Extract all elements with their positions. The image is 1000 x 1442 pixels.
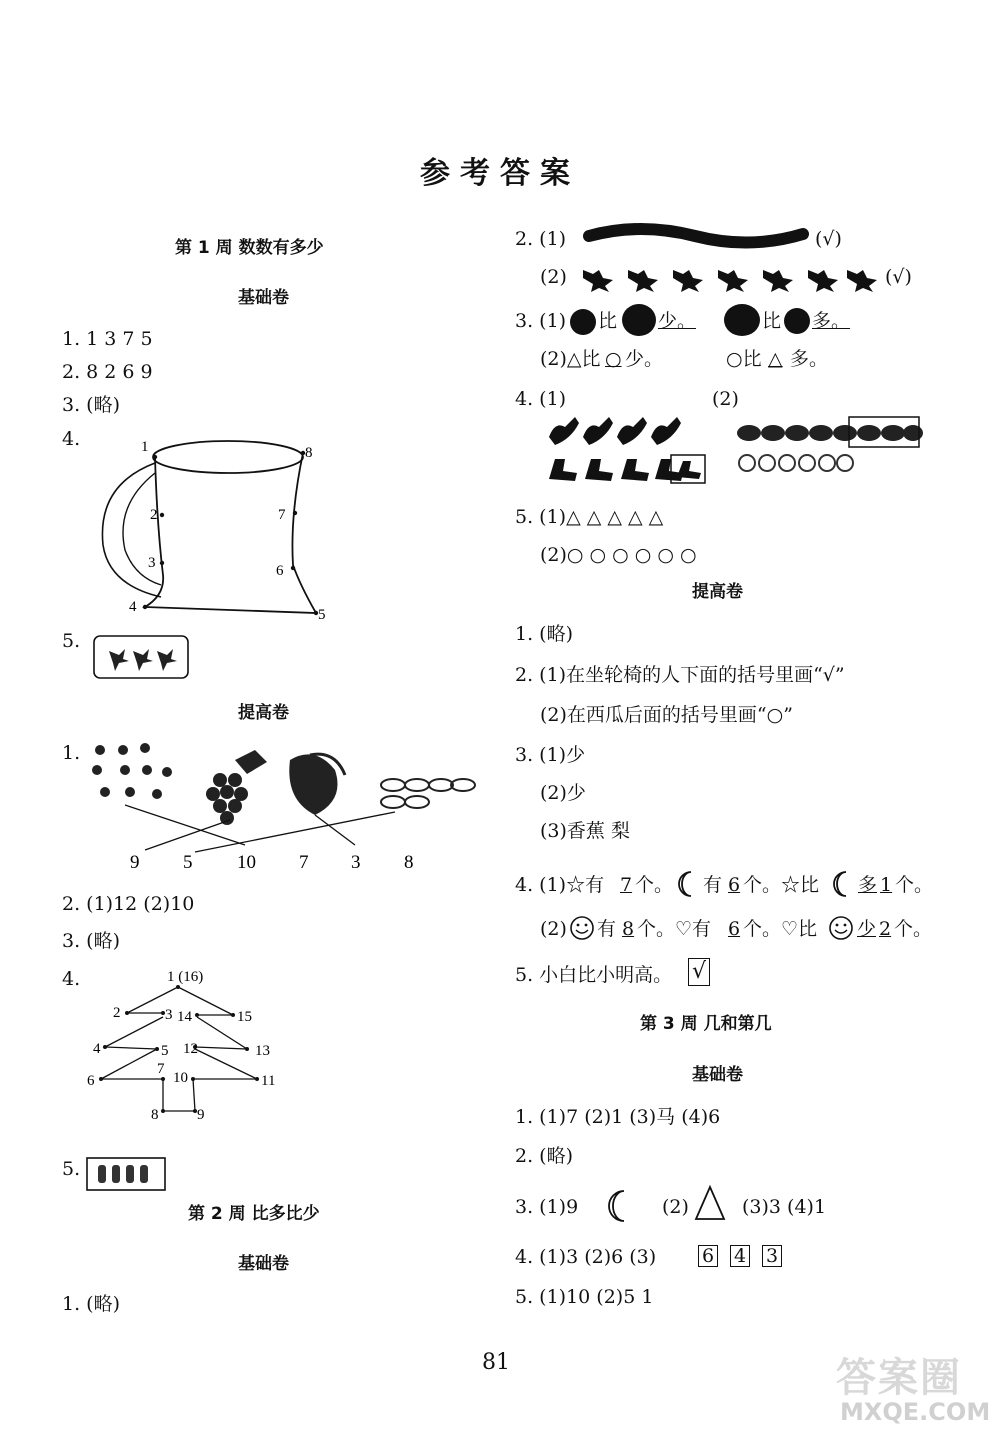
cup-point-4: 4 — [129, 599, 137, 615]
left-a3: 3. (略) — [62, 930, 120, 952]
tree-point-10: 10 — [173, 1070, 188, 1086]
r-w3-c: (3)3 (4)1 — [742, 1196, 827, 1218]
r-q2-1-label: 2. (1) — [515, 228, 567, 250]
r-r4-1-c: 个。 — [635, 874, 674, 896]
r-q3-2-e: △ — [768, 348, 783, 370]
smiley-icon — [828, 915, 854, 941]
shoes-socks-figure — [545, 415, 710, 485]
birds-box — [93, 635, 189, 679]
r-q5-2: (2)○ ○ ○ ○ ○ ○ — [540, 544, 697, 566]
tree-point-15: 15 — [237, 1009, 252, 1025]
tree-point-7: 7 — [157, 1061, 165, 1077]
r-r4-1-g: 多 — [858, 874, 878, 896]
r-r4-1-a: 4. (1)☆有 — [515, 874, 605, 896]
r-q3-1-more: 多。 — [812, 310, 851, 332]
cup-point-3: 3 — [148, 555, 156, 571]
r-r4-2-f: 个。♡比 — [743, 918, 818, 940]
r-q3-2-f: 多。 — [790, 348, 829, 370]
week1-heading: 第 1 周 数数有多少 — [175, 238, 324, 258]
r-r4-1-h: 1 — [880, 874, 893, 896]
fruit-small-1 — [568, 306, 598, 336]
r-r3-3: (3)香蕉 梨 — [540, 820, 630, 842]
r-r2-1: 2. (1)在坐轮椅的人下面的括号里画“√” — [515, 664, 845, 686]
watermark-logo: 答案圈 — [836, 1355, 962, 1401]
r-q2-1-mark: (√) — [815, 228, 842, 250]
r-w3-a: 3. (1)9 — [515, 1196, 579, 1218]
left-q3: 3. (略) — [62, 394, 120, 416]
basic-heading: 基础卷 — [238, 288, 289, 308]
r-w4-a: 4. (1)3 (2)6 (3) — [515, 1246, 657, 1268]
r-r4-1-e: 6 — [728, 874, 741, 896]
r-w1: 1. (1)7 (2)1 (3)马 (4)6 — [515, 1106, 721, 1128]
r-q3-1-less: 少。 — [658, 310, 697, 332]
r-q3-1-bi: 比 — [598, 310, 618, 332]
left-a2: 2. (1)12 (2)10 — [62, 893, 195, 915]
cup-point-7: 7 — [278, 507, 286, 523]
cup-figure — [95, 435, 335, 625]
r-q2-2-mark: (√) — [885, 266, 912, 288]
cup-point-1: 1 — [141, 439, 149, 455]
r-r5: 5. 小白比小明高。 — [515, 964, 673, 986]
left-a5: 5. — [62, 1158, 81, 1180]
r-r3-1: 3. (1)少 — [515, 744, 586, 766]
r-r4-2-i: 个。 — [894, 918, 933, 940]
fruit-small-2 — [782, 306, 812, 336]
basic2-heading: 基础卷 — [238, 1254, 289, 1274]
tree-point-6: 6 — [87, 1073, 95, 1089]
r-r4-1-b: 7 — [620, 874, 633, 896]
r-r4-2-e: 6 — [728, 918, 741, 940]
r-q3-1-bi2: 比 — [762, 310, 782, 332]
r-q2-2-label: (2) — [540, 266, 567, 288]
tree-point-8: 8 — [151, 1107, 159, 1123]
fruit-big-2 — [722, 302, 762, 338]
matching-figure — [85, 740, 475, 875]
r-r4-2-b: 有 — [597, 918, 617, 940]
tree-point-12: 12 — [183, 1041, 198, 1057]
r-q5-1: 5. (1)△ △ △ △ △ — [515, 506, 664, 528]
match-num-3: 3 — [351, 852, 361, 873]
moon-icon — [602, 1188, 632, 1224]
page-title: 参考答案 — [420, 156, 580, 191]
frogs-row — [575, 262, 880, 294]
advanced-heading: 提高卷 — [238, 703, 289, 723]
bones-box — [86, 1157, 166, 1191]
tree-point-9: 9 — [197, 1107, 205, 1123]
leaves-figure — [735, 415, 925, 477]
cup-point-5: 5 — [318, 607, 326, 623]
watermark-text: MXQE.COM — [840, 1398, 991, 1426]
tree-point-2: 2 — [113, 1005, 121, 1021]
tree-point-3: 3 — [165, 1007, 173, 1023]
match-num-5: 5 — [183, 852, 193, 873]
r-w4-box-4: 4 — [730, 1245, 750, 1267]
tree-point-13: 13 — [255, 1043, 270, 1059]
cup-point-8: 8 — [305, 445, 313, 461]
left-q5: 5. — [62, 630, 81, 652]
left-b1: 1. (略) — [62, 1293, 120, 1315]
r-w3-b: (2) — [662, 1196, 689, 1218]
r-r4-2-a: (2) — [540, 918, 567, 940]
wavy-line — [585, 222, 807, 252]
tree-point-1: 1 (16) — [167, 969, 204, 985]
r-r4-1-f: 个。☆比 — [743, 874, 820, 896]
match-num-8: 8 — [404, 852, 414, 873]
r-r1: 1. (略) — [515, 623, 573, 645]
r-w4-box-6: 6 — [698, 1245, 718, 1267]
r-q3-2-d: ○比 — [726, 348, 762, 370]
r-r4-2-d: 个。♡有 — [637, 918, 712, 940]
r-r4-2-h: 2 — [879, 918, 892, 940]
r-r4-2-g: 少 — [857, 918, 877, 940]
r-r2-2: (2)在西瓜后面的括号里画“○” — [540, 704, 793, 726]
r-w2: 2. (略) — [515, 1145, 573, 1167]
r-w5: 5. (1)10 (2)5 1 — [515, 1286, 654, 1308]
tree-point-11: 11 — [261, 1073, 276, 1089]
tree-point-14: 14 — [177, 1009, 192, 1025]
page-number: 81 — [482, 1350, 510, 1375]
match-num-10: 10 — [237, 852, 256, 873]
match-num-7: 7 — [299, 852, 309, 873]
cup-point-2: 2 — [150, 507, 158, 523]
r-advanced-heading: 提高卷 — [692, 582, 743, 602]
left-a4: 4. — [62, 968, 81, 990]
r-q3-2-c: 少。 — [625, 348, 664, 370]
r-r5-checkbox: √ — [688, 958, 710, 986]
match-num-9: 9 — [130, 852, 140, 873]
r-r4-2-c: 8 — [622, 918, 635, 940]
left-q2: 2. 8 2 6 9 — [62, 361, 153, 383]
moon-icon — [828, 869, 854, 899]
r-q3-2-b: ○ — [605, 348, 622, 370]
week2-heading: 第 2 周 比多比少 — [188, 1204, 320, 1224]
tree-point-4: 4 — [93, 1041, 101, 1057]
week3-heading: 第 3 周 几和第几 — [640, 1014, 772, 1034]
left-q4: 4. — [62, 428, 81, 450]
left-a1: 1. — [62, 742, 81, 764]
left-q1: 1. 1 3 7 5 — [62, 328, 153, 350]
basic3-heading: 基础卷 — [692, 1065, 743, 1085]
r-r4-1-d: 有 — [703, 874, 723, 896]
r-w4-box-3: 3 — [762, 1245, 782, 1267]
r-r4-1-i: 个。 — [895, 874, 934, 896]
tree-figure — [85, 965, 295, 1125]
cup-point-6: 6 — [276, 563, 284, 579]
triangle-icon — [693, 1184, 727, 1222]
fruit-big-1 — [620, 302, 658, 338]
r-q4-2-label: (2) — [712, 388, 739, 410]
moon-icon — [673, 869, 699, 899]
r-q4-1-label: 4. (1) — [515, 388, 567, 410]
r-q3-2-a: (2)△比 — [540, 348, 601, 370]
tree-point-5: 5 — [161, 1043, 169, 1059]
r-q3-1-label: 3. (1) — [515, 310, 567, 332]
smiley-icon — [569, 915, 595, 941]
r-r3-2: (2)少 — [540, 782, 586, 804]
